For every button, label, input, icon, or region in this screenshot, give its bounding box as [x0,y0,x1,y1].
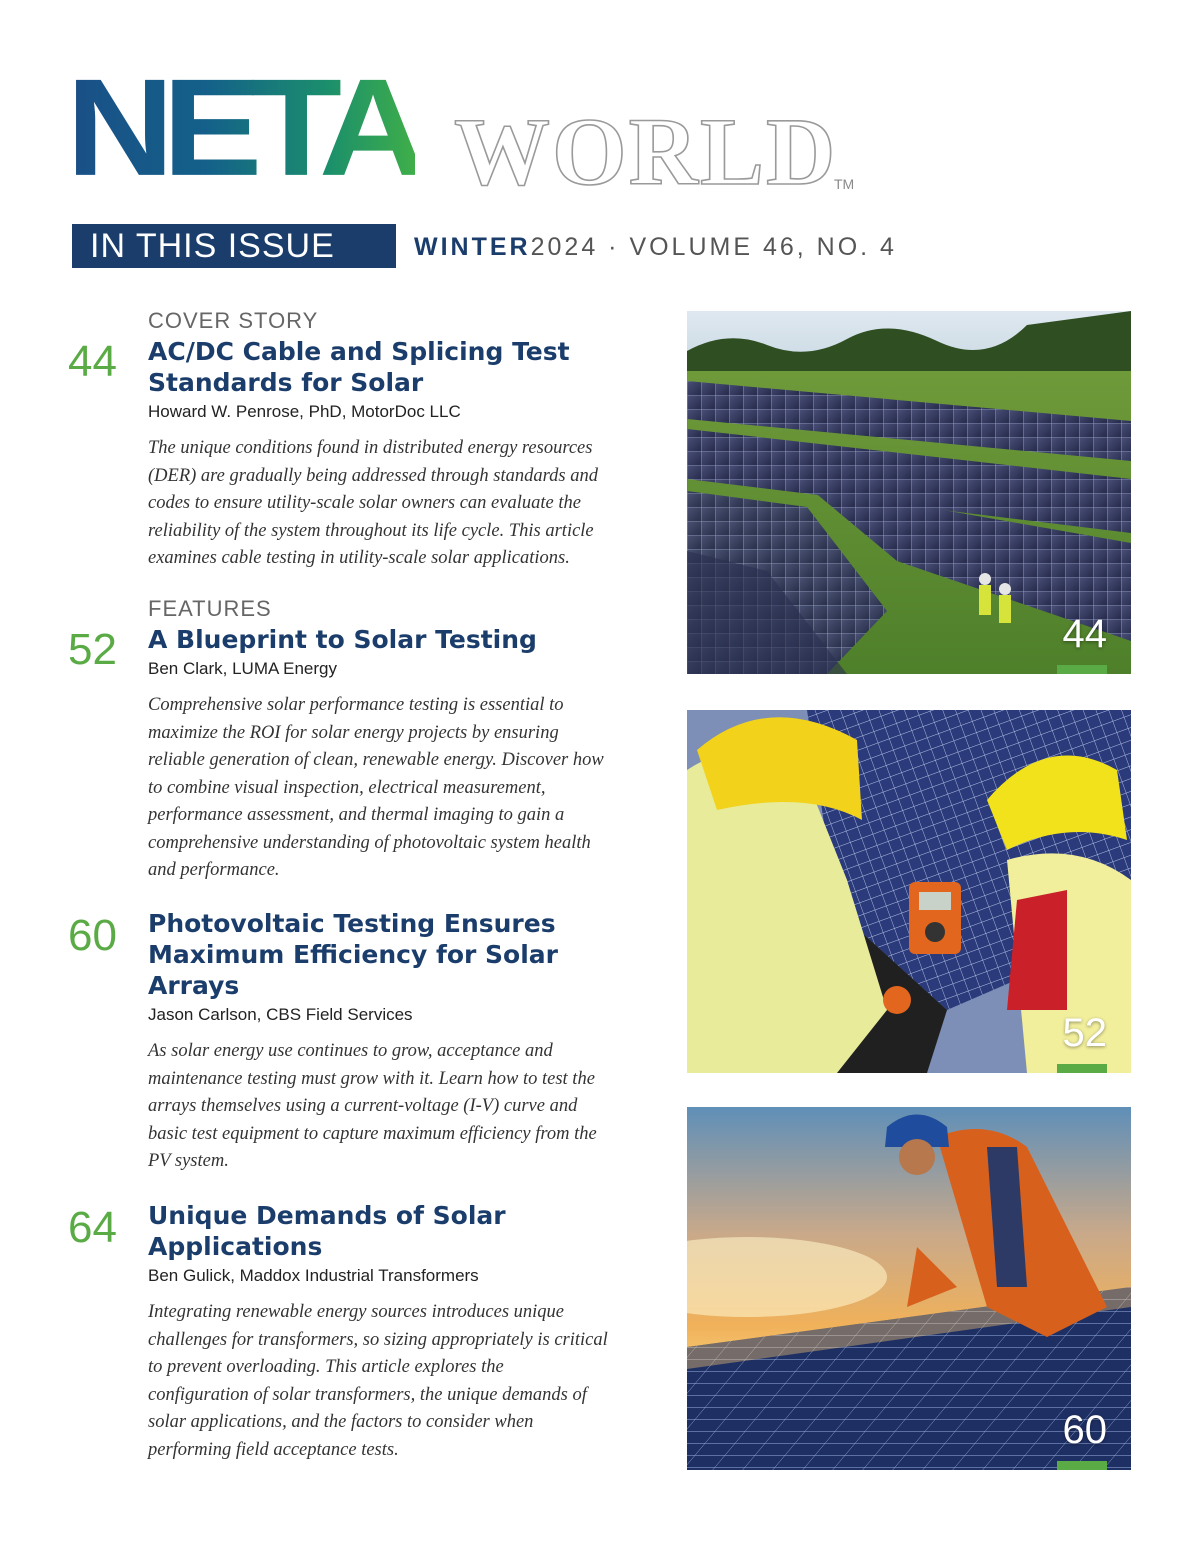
article-author: Howard W. Penrose, PhD, MotorDoc LLC [148,402,461,421]
photo-solar-field[interactable] [687,311,1131,674]
issue-details: 2024 · VOLUME 46, NO. 4 [530,233,897,261]
photo-sunset-installer[interactable] [687,1107,1131,1470]
photo-accent-bar [1057,665,1107,674]
article-author: Jason Carlson, CBS Field Services [148,1005,413,1024]
photo-page-number: 44 [1062,612,1107,656]
article-page-number: 64 [68,1203,117,1252]
in-this-issue-banner [72,224,396,268]
article-author: Ben Gulick, Maddox Industrial Transformers [148,1266,479,1285]
in-this-issue-label: IN THIS ISSUE [90,227,335,265]
article-description: The unique conditions found in distributed energy resources (DER) are gradually being addressed through standards and codes to ensure utility-scale solar owners can evaluate the reliability of the system throughout its life cycle. This article examines cable testing in utility-scale solar applications. [148,438,598,568]
article-title[interactable]: Photovoltaic Testing Ensures Maximum Efficiency for Solar Arrays [148,909,558,1000]
photo-page-number: 60 [1062,1408,1107,1452]
article-description: As solar energy use continues to grow, acceptance and maintenance testing must grow with it. Learn how to test the arrays themselves using a current-voltage (I-V) curve and basic test equipment to capture maximum efficiency from the PV system. [148,1041,597,1171]
article-author: Ben Clark, LUMA Energy [148,659,337,678]
photo-page-number: 52 [1062,1011,1107,1055]
logo-world-wordmark: WORLD [454,98,838,205]
article-page-number: 60 [68,911,117,960]
article-page-number: 44 [68,337,117,386]
article-title[interactable]: AC/DC Cable and Splicing Test Standards for Solar [148,337,570,397]
issue-meta [414,230,897,264]
article-description: Comprehensive solar performance testing is essential to maximize the ROI for solar energy projects by ensuring reliable generation of clean, renewable energy. Discover how to combine visual inspection, electrical measurement, performance assessment, and thermal imaging to gain a comprehensive understanding of photovoltaic system health and performance. [148,695,604,880]
article-description: Integrating renewable energy sources introduces unique challenges for transformers, so sizing appropriately is critical to prevent overloading. This article explores the configuration of solar transformers, the unique demands of solar applications, and the factors to consider when performing field acceptance tests. [148,1302,608,1460]
article-title[interactable]: Unique Demands of Solar Applications [148,1201,506,1261]
photo-accent-bar [1057,1064,1107,1073]
trademark-symbol: TM [834,176,855,192]
article-title[interactable]: A Blueprint to Solar Testing [148,625,537,654]
article-page-number: 52 [68,625,117,674]
section-label-cover-story: COVER STORY [148,308,319,333]
photo-accent-bar [1057,1461,1107,1470]
logo-neta-wordmark: NETA [66,49,416,205]
photo-technicians-testing[interactable] [687,710,1131,1073]
section-label-features: FEATURES [148,596,272,621]
issue-season: WINTER [414,233,531,261]
masthead-logo [66,49,866,208]
